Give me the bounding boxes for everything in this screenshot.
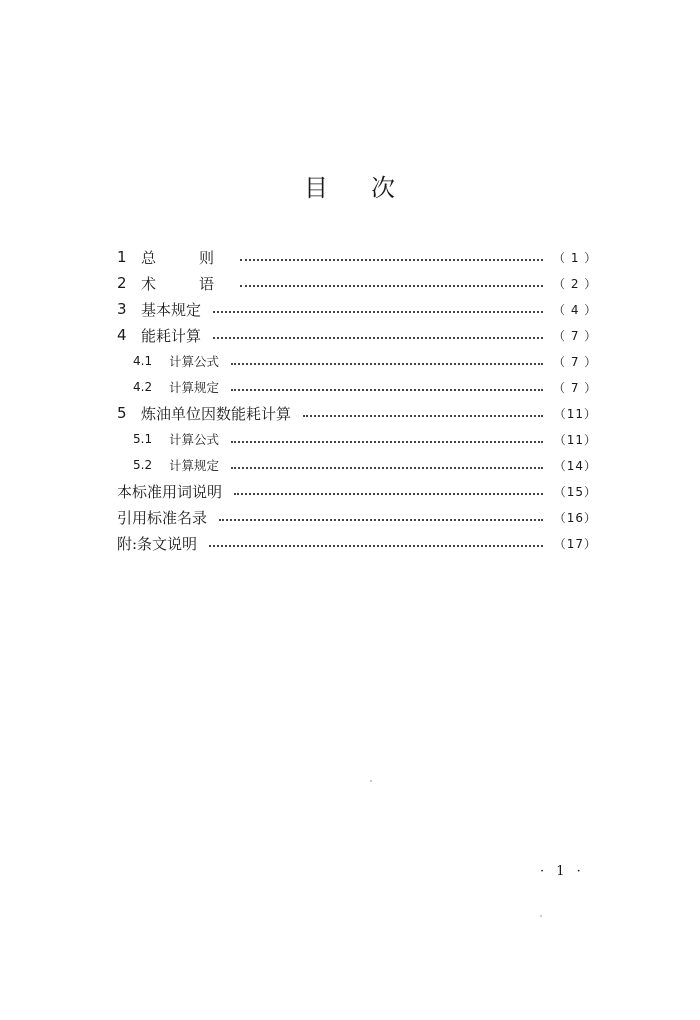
toc-entry-3[interactable] bbox=[117, 296, 597, 322]
toc-number: 4 bbox=[117, 326, 127, 344]
scan-speck bbox=[540, 915, 542, 917]
toc-page: （16） bbox=[553, 510, 597, 525]
toc-entry-referenced-standards[interactable] bbox=[117, 504, 597, 530]
dot-leader bbox=[231, 440, 543, 443]
dot-leader bbox=[219, 518, 543, 521]
toc-page: （17） bbox=[553, 536, 597, 551]
toc-entry-2[interactable] bbox=[117, 270, 597, 296]
toc-label: 引用标准名录 bbox=[117, 508, 208, 527]
toc-number: 5.2 bbox=[133, 458, 153, 472]
toc-entry-explanation[interactable] bbox=[117, 530, 597, 556]
toc-entry-terms-usage[interactable] bbox=[117, 478, 597, 504]
page-title bbox=[0, 168, 700, 203]
toc-page: （ 1 ） bbox=[553, 250, 598, 265]
toc-number: 5 bbox=[117, 404, 127, 422]
dot-leader bbox=[213, 336, 543, 339]
dot-leader bbox=[240, 258, 543, 261]
dot-leader bbox=[240, 284, 543, 287]
toc-page: （ 4 ） bbox=[553, 302, 598, 317]
toc-label: 炼油单位因数能耗计算 bbox=[141, 404, 292, 423]
toc-number: 4.2 bbox=[133, 380, 153, 394]
toc-number: 4.1 bbox=[133, 354, 153, 368]
toc-entry-5[interactable] bbox=[117, 400, 597, 426]
dot-leader bbox=[213, 310, 543, 313]
scan-speck bbox=[370, 780, 372, 782]
toc-label: 计算公式 bbox=[169, 432, 220, 447]
toc-number: 5.1 bbox=[133, 432, 153, 446]
toc-label: 附:条文说明 bbox=[117, 534, 198, 553]
toc-label: 总 则 bbox=[141, 248, 229, 267]
toc-label: 能耗计算 bbox=[141, 326, 202, 345]
toc-entry-4-1[interactable] bbox=[117, 348, 597, 374]
toc-entry-4-2[interactable] bbox=[117, 374, 597, 400]
title-char-right: 次 bbox=[371, 174, 396, 202]
toc-page: （11） bbox=[553, 406, 597, 421]
toc-page: （14） bbox=[553, 458, 597, 473]
toc-number: 1 bbox=[117, 248, 127, 266]
dot-leader bbox=[231, 466, 543, 469]
toc-page: （ 2 ） bbox=[553, 276, 598, 291]
toc-label: 计算规定 bbox=[169, 458, 220, 473]
toc-page: （15） bbox=[553, 484, 597, 499]
toc-number: 2 bbox=[117, 274, 127, 292]
toc-entry-5-2[interactable] bbox=[117, 452, 597, 478]
dot-leader bbox=[231, 362, 543, 365]
toc-entry-5-1[interactable] bbox=[117, 426, 597, 452]
toc-number: 3 bbox=[117, 300, 127, 318]
toc-label: 本标准用词说明 bbox=[117, 482, 223, 501]
dot-leader bbox=[231, 388, 543, 391]
toc-entry-1[interactable] bbox=[117, 244, 597, 270]
dot-leader bbox=[209, 544, 543, 547]
toc-label: 计算公式 bbox=[169, 354, 220, 369]
toc-entry-4[interactable] bbox=[117, 322, 597, 348]
toc-label: 计算规定 bbox=[169, 380, 220, 395]
dot-leader bbox=[234, 492, 543, 495]
toc-label: 术 语 bbox=[141, 274, 229, 293]
toc-page: （ 7 ） bbox=[553, 328, 598, 343]
page-number: · 1 · bbox=[540, 864, 585, 879]
dot-leader bbox=[303, 414, 543, 417]
toc-label: 基本规定 bbox=[141, 300, 202, 319]
title-char-left: 目 bbox=[304, 174, 329, 202]
toc-page: （ 7 ） bbox=[553, 354, 598, 369]
table-of-contents bbox=[117, 244, 597, 556]
toc-page: （ 7 ） bbox=[553, 380, 598, 395]
toc-page: （11） bbox=[553, 432, 597, 447]
